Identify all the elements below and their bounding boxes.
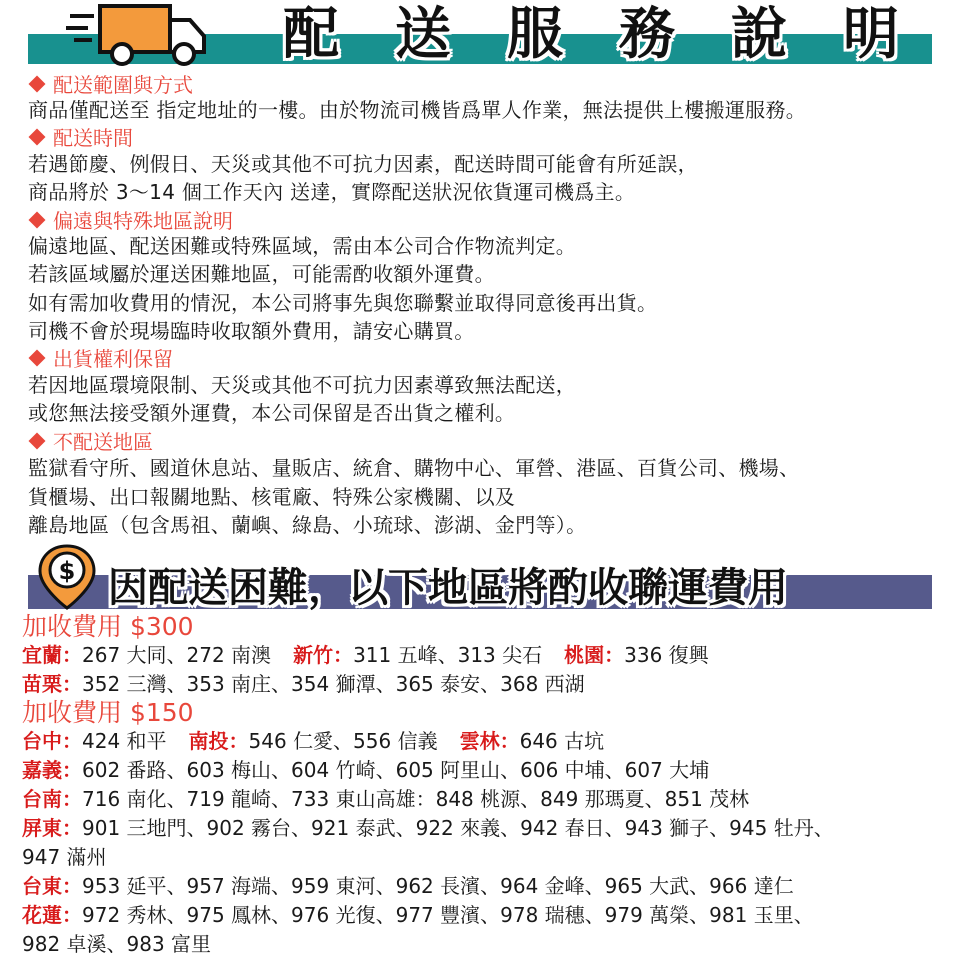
region-row: 台南：716 南化、719 龍崎、733 東山高雄：848 桃源、849 那瑪夏、851 茂林: [22, 787, 750, 811]
page-title: [255, 2, 927, 68]
section-text: 若遇節慶、例假日、天災或其他不可抗力因素，配送時間可能會有所延誤，: [28, 152, 698, 176]
money-pin-icon: [36, 542, 98, 614]
region-row: 嘉義：602 番路、603 梅山、604 竹崎、605 阿里山、606 中埔、607 大埔: [22, 758, 710, 782]
section-text: 離島地區（包含馬祖、蘭嶼、綠島、小琉球、澎湖、金門等）。: [28, 513, 587, 537]
dollar-sign: $: [58, 557, 76, 585]
section-text: 司機不會於現場臨時收取額外費用，請安心購買。: [28, 319, 475, 343]
diamond-icon: [29, 129, 46, 146]
title-char: 配: [283, 2, 339, 67]
region-row: 台中：424 和平 南投：546 仁愛、556 信義 雲林：646 古坑: [22, 729, 605, 753]
region-row: 屏東：901 三地門、902 霧台、921 泰武、922 來義、942 春日、943 獅子、945 牡丹、: [22, 816, 834, 840]
region-row: 947 滿州: [22, 845, 107, 869]
section-heading: 不配送地區: [28, 430, 153, 454]
region-row: 花蓮：972 秀林、975 鳳林、976 光復、977 豐濱、978 瑞穗、979 萬榮、981 玉里、: [22, 903, 814, 927]
section-heading: 出貨權利保留: [28, 347, 173, 371]
region-row: 982 卓溪、983 富里: [22, 932, 212, 956]
section-heading: 配送時間: [28, 126, 133, 150]
diamond-icon: [29, 433, 46, 450]
title-char: 送: [395, 2, 451, 67]
diamond-icon: [29, 350, 46, 367]
section-text: 商品僅配送至 指定地址的一樓。由於物流司機皆爲單人作業，無法提供上樓搬運服務。: [28, 98, 807, 122]
title-char: 務: [619, 2, 675, 67]
section-text: 偏遠地區、配送困難或特殊區域，需由本公司合作物流判定。: [28, 234, 577, 258]
section-heading: 偏遠與特殊地區說明: [28, 209, 233, 233]
fee-label: 加收費用 $300: [22, 612, 194, 641]
diamond-icon: [29, 76, 46, 93]
section-text: 監獄看守所、國道休息站、量販店、統倉、購物中心、軍營、港區、百貨公司、機場、: [28, 456, 800, 480]
diamond-icon: [29, 212, 46, 229]
section-text: 若因地區環境限制、天災或其他不可抗力因素導致無法配送，: [28, 373, 577, 397]
section-text: 商品將於 3～14 個工作天內 送達，實際配送狀況依貨運司機爲主。: [28, 180, 636, 204]
fee-label: 加收費用 $150: [22, 698, 194, 727]
region-row: 苗栗：352 三灣、353 南庄、354 獅潭、365 泰安、368 西湖: [22, 672, 585, 696]
section-text: 貨櫃場、出口報關地點、核電廠、特殊公家機關、以及: [28, 485, 516, 509]
section-text: 或您無法接受額外運費，本公司保留是否出貨之權利。: [28, 401, 516, 425]
region-row: 台東：953 延平、957 海端、959 東河、962 長濱、964 金峰、965 大武、966 達仁: [22, 874, 794, 898]
section-text: 若該區域屬於運送困難地區，可能需酌收額外運費。: [28, 262, 495, 286]
section-text: 如有需加收費用的情況，本公司將事先與您聯繫並取得同意後再出貨。: [28, 291, 658, 315]
region-row: 宜蘭：267 大同、272 南澳 新竹：311 五峰、313 尖石 桃園：336 復興: [22, 643, 709, 667]
title-char: 明: [843, 2, 899, 67]
fees-title: 因配送困難，以下地區將酌收聯運費用: [108, 565, 788, 611]
delivery-truck-icon: [66, 2, 216, 70]
title-char: 說: [731, 2, 787, 67]
section-heading: 配送範圍與方式: [28, 73, 193, 97]
title-char: 服: [507, 2, 563, 67]
